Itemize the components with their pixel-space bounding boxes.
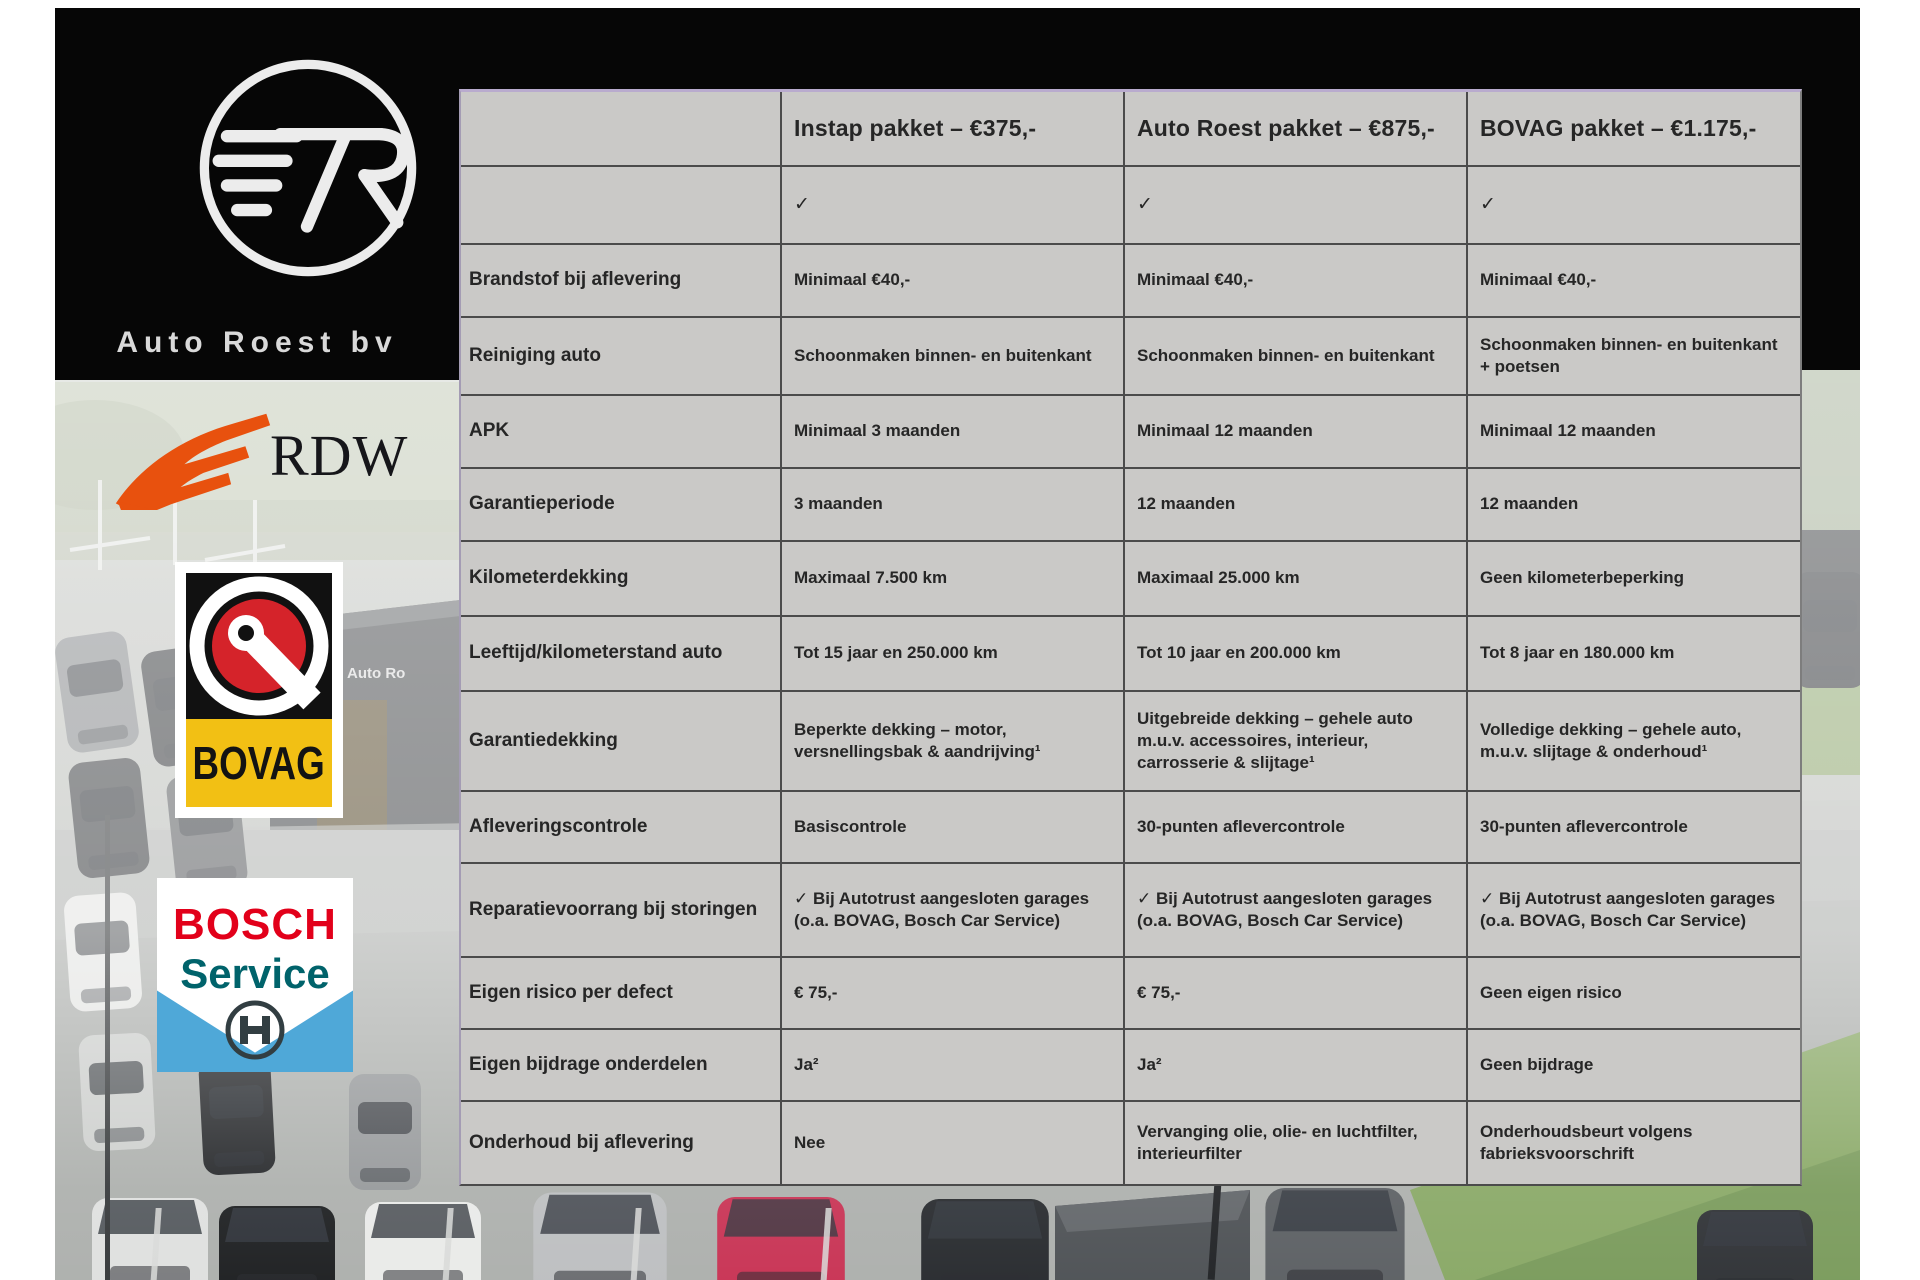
rdw-wing-icon [108, 410, 278, 510]
row-label-brandstof: Brandstof bij aflevering [461, 243, 780, 316]
table-cell: Vervanging olie, olie- en luchtfilter, interieurfilter [1123, 1100, 1466, 1184]
table-cell: Tot 8 jaar en 180.000 km [1466, 615, 1800, 690]
check-icon: ✓ [1123, 165, 1466, 243]
table-cell: ✓ Bij Autotrust aangesloten garages (o.a. BOVAG, Bosch Car Service) [1123, 862, 1466, 956]
bovag-logo [175, 562, 343, 818]
bovag-wordmark: BOVAG [192, 737, 326, 789]
table-cell: Schoonmaken binnen- en buitenkant [780, 316, 1123, 394]
table-cell: Schoonmaken binnen- en buitenkant + poetsen [1466, 316, 1800, 394]
table-cell: Minimaal €40,- [1466, 243, 1800, 316]
table-cell: Minimaal 3 maanden [780, 394, 1123, 467]
row-label-afleveringscontrole: Afleveringscontrole [461, 790, 780, 862]
table-cell: Geen kilometerbeperking [1466, 540, 1800, 615]
table-cell: 12 maanden [1123, 467, 1466, 540]
row-label-reparatievoorrang: Reparatievoorrang bij storingen [461, 862, 780, 956]
table-cell: Basiscontrole [780, 790, 1123, 862]
table-cell: Geen bijdrage [1466, 1028, 1800, 1100]
table-cell: 12 maanden [1466, 467, 1800, 540]
bovag-emblem [186, 573, 332, 719]
table-cell: Minimaal €40,- [780, 243, 1123, 316]
row-label-apk: APK [461, 394, 780, 467]
row-label-eigen-bijdrage: Eigen bijdrage onderdelen [461, 1028, 780, 1100]
table-cell: 3 maanden [780, 467, 1123, 540]
table-cell: Geen eigen risico [1466, 956, 1800, 1028]
table-cell: Ja² [1123, 1028, 1466, 1100]
bosch-armature-icon [223, 998, 287, 1062]
table-corner-cell [461, 92, 780, 165]
table-cell: Tot 15 jaar en 250.000 km [780, 615, 1123, 690]
table-cell: Minimaal 12 maanden [1123, 394, 1466, 467]
table-cell: Maximaal 7.500 km [780, 540, 1123, 615]
table-cell: Ja² [780, 1028, 1123, 1100]
table-cell: Schoonmaken binnen- en buitenkant [1123, 316, 1466, 394]
row-label-kilometerdekking: Kilometerdekking [461, 540, 780, 615]
table-cell: Uitgebreide dekking – gehele auto m.u.v. accessoires, interieur, carrosserie & slijtage¹ [1123, 690, 1466, 790]
table-cell: Onderhoudsbeurt volgens fabrieksvoorschrift [1466, 1100, 1800, 1184]
table-cell: Maximaal 25.000 km [1123, 540, 1466, 615]
table-cell: Tot 10 jaar en 200.000 km [1123, 615, 1466, 690]
auto-roest-monogram-icon [190, 50, 426, 286]
table-cell: Volledige dekking – gehele auto, m.u.v. slijtage & onderhoud¹ [1466, 690, 1800, 790]
rdw-logo [108, 406, 408, 518]
table-cell: € 75,- [1123, 956, 1466, 1028]
row-label-garantieperiode: Garantieperiode [461, 467, 780, 540]
column-header-bovag-pakket: BOVAG pakket – €1.175,- [1466, 92, 1800, 165]
table-cell: Nee [780, 1100, 1123, 1184]
table-cell: 30-punten aflevercontrole [1123, 790, 1466, 862]
row-label-reiniging: Reiniging auto [461, 316, 780, 394]
check-icon: ✓ [1466, 165, 1800, 243]
bosch-service-logo [157, 878, 353, 1072]
row-label-eigen-risico: Eigen risico per defect [461, 956, 780, 1028]
table-cell: 30-punten aflevercontrole [1466, 790, 1800, 862]
row-label-onderhoud: Onderhoud bij aflevering [461, 1100, 780, 1184]
table-cell: Minimaal 12 maanden [1466, 394, 1800, 467]
bovag-band [186, 719, 332, 807]
row-label-leeftijd: Leeftijd/kilometerstand auto [461, 615, 780, 690]
table-cell: € 75,- [780, 956, 1123, 1028]
check-icon: ✓ [780, 165, 1123, 243]
table-cell: Beperkte dekking – motor, versnellingsbak & aandrijving¹ [780, 690, 1123, 790]
auto-roest-wordmark: Auto Roest bv [116, 326, 398, 359]
bovag-key-icon [186, 573, 332, 719]
table-cell: ✓ Bij Autotrust aangesloten garages (o.a. BOVAG, Bosch Car Service) [1466, 862, 1800, 956]
bosch-service-wordmark: Service [180, 950, 330, 997]
auto-roest-logo [55, 8, 459, 380]
table-cell: Minimaal €40,- [1123, 243, 1466, 316]
bosch-wordmark: BOSCH [173, 900, 337, 949]
package-comparison-table [459, 89, 1802, 1186]
column-header-auto-roest-pakket: Auto Roest pakket – €875,- [1123, 92, 1466, 165]
row-label-garantiedekking: Garantiedekking [461, 690, 780, 790]
rdw-wordmark: RDW [270, 423, 409, 488]
table-cell: ✓ Bij Autotrust aangesloten garages (o.a. BOVAG, Bosch Car Service) [780, 862, 1123, 956]
column-header-instap-pakket: Instap pakket – €375,- [780, 92, 1123, 165]
row-label [461, 165, 780, 243]
